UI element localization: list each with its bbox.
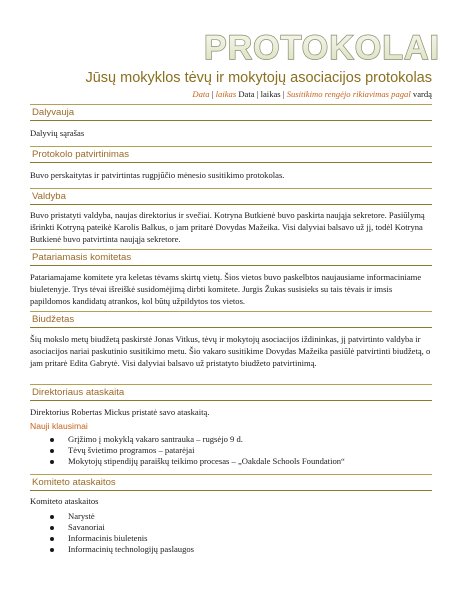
principal-text: Direktorius Robertas Mickus pristatė savo ataskaitą. — [30, 407, 210, 417]
date-label: Data — [192, 89, 210, 99]
page-subtitle: Jūsų mokyklos tėvų ir mokytojų asociacijos protokolas — [85, 70, 432, 86]
list-item: Mokytojų stipendijų paraiškų teikimo procesas – „Oakdale Schools Foundation“ — [48, 456, 428, 467]
meeting-meta — [192, 89, 432, 99]
meta-separator: | — [256, 89, 259, 99]
section-heading-committees: Komiteto ataskaitos — [30, 474, 432, 491]
section-heading-principal: Direktoriaus ataskaita — [30, 384, 432, 401]
time-value: laikas — [260, 89, 281, 99]
list-item: Grįžimo į mokyklą vakaro santrauka – rugsėjo 9 d. — [48, 434, 428, 445]
board-text: Buvo pristatyti valdyba, naujas direktorius ir svečiai. Kotryna Butkienė buvo paskirta naująja sekretore. Pasiūlymą išrinkti Kotryną pateikė Karolis Balkus, o jam pritarė Dovydas Mažeika. Visi dalyviai balsavo už jį, todėl Kotryna Butkienė buvo patvirtinta naująja sekretore. — [30, 210, 425, 244]
section-heading-budget: Biudžetas — [30, 311, 432, 328]
committees-text: Komiteto ataskaitos — [30, 496, 99, 506]
section-heading-advisory: Patariamasis komitetas — [30, 249, 432, 266]
section-heading-board: Valdyba — [30, 188, 432, 205]
list-item: Narystė — [48, 511, 428, 522]
list-item: Informacinių technologijų paslaugos — [48, 544, 428, 555]
list-item: Tėvų švietimo programos – patarėjai — [48, 445, 428, 456]
list-item: Savanoriai — [48, 522, 428, 533]
advisory-text: Patariamajame komitete yra keletas tėvams skirtų vietų. Šios vietos buvo paskelbtos naujausiame informaciniame biuletenyje. Trys tėvai išreiškė susidomėjimą dirbti komitete. Jurgis Žukas susisieks su tais tėvais ir imsis papildomos kandidatų atrankos, kol būtų užpildytos tos vietos. — [30, 272, 422, 306]
budget-text: Šių mokslo metų biudžetą paskirstė Jonas Vitkus, tėvų ir mokytojų asociacijos iždininkas, jį patvirtinto valdyba ir asociacijos nariai paskutinio susitikimo metu. Šio vakaro susitikime Dovydas Mažeika pasiūlė patvirtinti biudžetą, o jam pritarė Edita Gabrytė. Visi dalyviai balsavo už pristatyto biudžeto patvirtinimą. — [30, 334, 431, 368]
new-issues-subheading: Nauji klausimai — [30, 421, 88, 431]
committees-list — [48, 511, 428, 555]
attendees-text: Dalyvių sąrašas — [30, 128, 85, 138]
time-label-accent: laikas — [215, 89, 237, 99]
date-value: Data — [238, 89, 255, 99]
new-issues-list — [48, 434, 428, 467]
section-heading-attendees: Dalyvauja — [30, 104, 432, 121]
list-item: Informacinis biuletenis — [48, 533, 428, 544]
meta-separator: | — [282, 89, 285, 99]
section-heading-approval: Protokolo patvirtinimas — [30, 146, 432, 163]
organizer-label: Susitikimo rengėjo rikiavimas pagal — [286, 89, 411, 99]
approval-text: Buvo perskaitytas ir patvirtintas rugpjūčio mėnesio susitikimo protokolas. — [30, 170, 285, 180]
page-title-text: PROTOKOLAI — [203, 29, 440, 67]
organizer-value: vardą — [412, 89, 432, 99]
page-title — [203, 28, 442, 67]
meta-separator: | — [211, 89, 214, 99]
